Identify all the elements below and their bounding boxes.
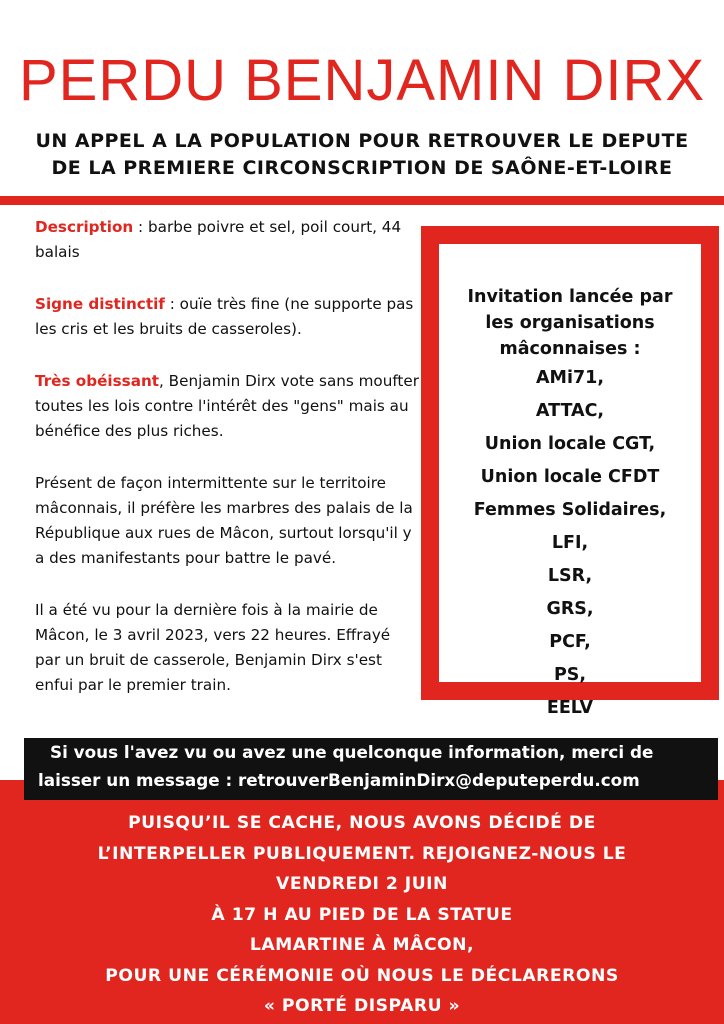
- org-item: LFI,: [551, 533, 589, 553]
- call-line: VENDREDI 2 JUIN: [276, 874, 448, 894]
- org-item: PS,: [553, 665, 587, 685]
- call-line: PUISQU’IL SE CACHE, NOUS AVONS DÉCIDÉ DE: [128, 813, 596, 833]
- signe-paragraph: [35, 292, 420, 342]
- call-line: À 17 H AU PIED DE LA STATUE: [211, 904, 513, 925]
- call-line: LAMARTINE À MÂCON,: [249, 935, 475, 955]
- invitation-line-3: mâconnaises :: [499, 339, 641, 359]
- red-divider: [0, 196, 724, 205]
- signe-text: : ouïe très fine (ne supporte pas les cris et les bruits de casseroles).: [35, 295, 414, 338]
- subtitle-line-2: DE LA PREMIERE CIRCONSCRIPTION DE SAÔNE-ET-LOIRE: [51, 157, 673, 179]
- org-item: LSR,: [547, 566, 593, 586]
- poster-subtitle: [20, 128, 704, 182]
- contact-band: [24, 738, 718, 800]
- description-paragraph: [35, 215, 420, 265]
- subtitle-line-1: UN APPEL A LA POPULATION POUR RETROUVER LE DEPUTE: [35, 130, 689, 152]
- call-line: POUR UNE CÉRÉMONIE OÙ NOUS LE DÉCLARERONS: [105, 965, 619, 986]
- call-to-action: [0, 808, 724, 1022]
- org-item: PCF,: [549, 632, 591, 652]
- org-item: Union locale CFDT: [480, 467, 660, 487]
- obeissant-paragraph: [35, 369, 420, 444]
- invitation-line-2: les organisations: [485, 313, 655, 333]
- description-text: : barbe poivre et sel, poil court, 44 balais: [35, 218, 402, 261]
- org-item: Femmes Solidaires,: [473, 500, 667, 520]
- invitation-box: [421, 226, 719, 718]
- description-label: Description: [35, 218, 134, 236]
- org-item: EELV: [546, 698, 594, 718]
- call-line: « PORTÉ DISPARU »: [263, 996, 461, 1016]
- obeissant-label: Très obéissant: [35, 372, 160, 390]
- description-column: [35, 215, 420, 725]
- poster-title: PERDU BENJAMIN DIRX: [18, 48, 706, 113]
- org-item: AMi71,: [536, 368, 604, 388]
- org-item: ATTAC,: [535, 401, 605, 421]
- last-seen-paragraph: Il a été vu pour la dernière fois à la mairie de Mâcon, le 3 avril 2023, vers 22 heures. Effrayé par un bruit de casserole, Benjamin Dirx s'est enfui par le premier train.: [35, 601, 391, 694]
- invitation-list: [439, 284, 701, 725]
- invitation-line-1: Invitation lancée par: [467, 287, 673, 307]
- call-line: L’INTERPELLER PUBLIQUEMENT. REJOIGNEZ-NOUS LE: [97, 843, 627, 864]
- signe-label: Signe distinctif: [35, 295, 165, 313]
- present-paragraph: Présent de façon intermittente sur le territoire mâconnais, il préfère les marbres des palais de la République aux rues de Mâcon, surtout lorsqu'il y a des manifestants pour battre le pavé.: [35, 474, 413, 567]
- org-item: GRS,: [546, 599, 594, 619]
- contact-line-1: Si vous l'avez vu ou avez une quelconque information, merci de: [50, 742, 654, 762]
- obeissant-text: , Benjamin Dirx vote sans moufter toutes les lois contre l'intérêt des "gens" mais au bénéfice des plus riches.: [35, 372, 419, 440]
- org-item: Union locale CGT,: [484, 434, 656, 454]
- contact-line-2: laisser un message : retrouverBenjaminDirx@deputeperdu.com: [38, 770, 640, 790]
